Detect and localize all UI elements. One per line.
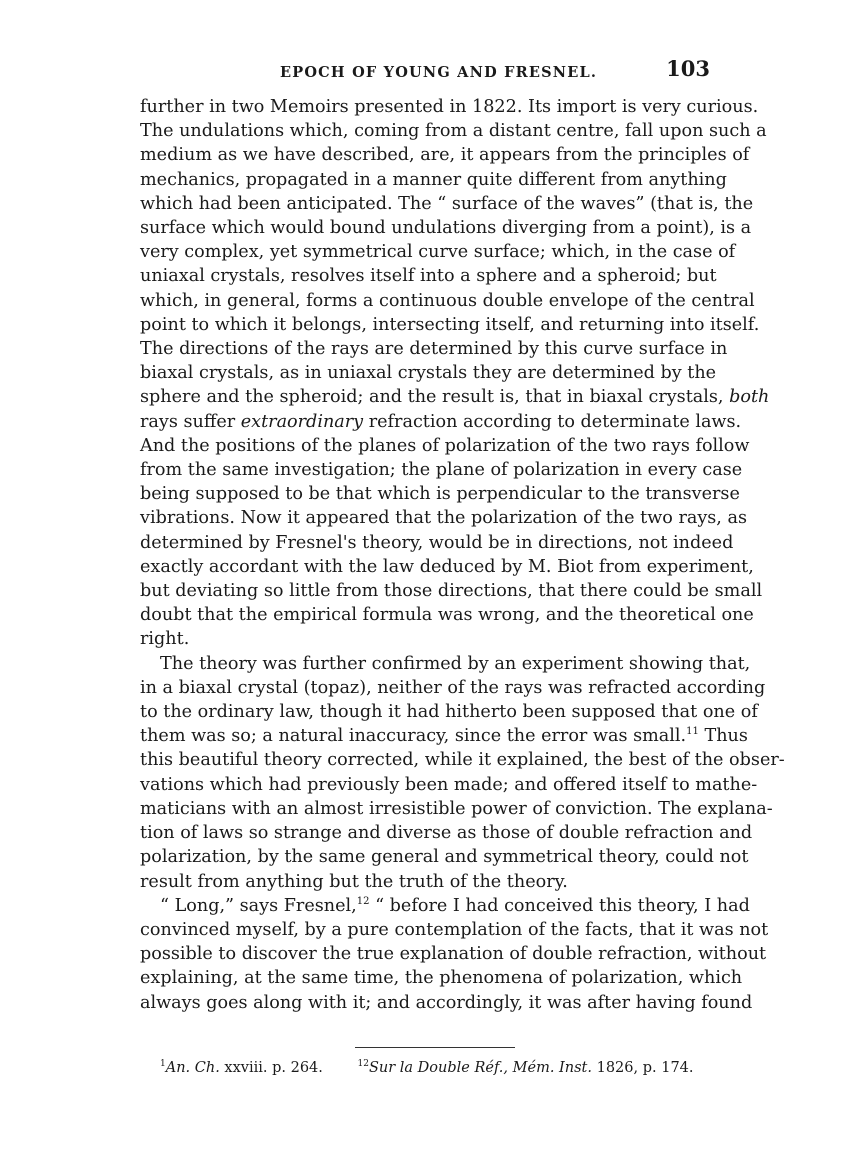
text-line: from the same investigation; the plane of polarization in every case [140,460,743,481]
text-line: being supposed to be that which is perpendicular to the transverse [140,484,740,505]
italic-word-both: both [729,387,770,408]
footnote-11 [160,1060,323,1076]
text-line: exactly accordant with the law deduced by M. Biot from experiment, [140,556,754,577]
running-title: EPOCH OF YOUNG AND FRESNEL. [280,64,598,81]
text-line: this beautiful theory corrected, while it explained, the best of the obser- [140,750,785,771]
text-line: right. [140,629,190,650]
footnote-mark: 12 [357,1059,369,1070]
text-line: uniaxal crystals, resolves itself into a sphere and a spheroid; but [140,266,717,287]
text-line: vibrations. Now it appeared that the polarization of the two rays, as [140,508,748,529]
footnote-source: Sur la Double Réf., Mém. Inst. [368,1060,592,1076]
text-line: doubt that the empirical formula was wrong, and the theoretical one [140,605,754,626]
text-fragment: “ before I had conceived this theory, I had [375,895,750,916]
text-line: further in two Memoirs presented in 1822. Its import is very curious. [140,97,759,117]
text-line: biaxal crystals, as in uniaxal crystals they are determined by the [140,363,717,384]
text-line: The theory was further confirmed by an experiment showing that, [160,653,751,674]
text-line: medium as we have described, are, it appears from the principles of [140,145,750,166]
text-line: very complex, yet symmetrical curve surface; which, in the case of [140,242,736,263]
text-fragment: refraction according to determinate laws. [368,411,742,432]
page-number: 103 [666,56,710,81]
footnote-citation: 1826, p. 174. [596,1060,694,1076]
italic-word-extraordinary: extraordinary [240,411,364,432]
text-line: polarization, by the same general and symmetrical theory, could not [140,847,749,868]
text-line: result from anything but the truth of the theory. [140,871,568,892]
footnote-divider [355,1047,515,1048]
text-fragment: rays suffer [140,411,236,432]
text-line: surface which would bound undulations diverging from a point), is a [140,218,752,239]
text-line: which, in general, forms a continuous double envelope of the central [140,290,755,311]
footnote-12 [358,1060,694,1076]
body-text [140,95,785,1015]
text-line: The undulations which, coming from a distant centre, fall upon such a [140,121,767,142]
text-fragment: “ Long,” says Fresnel, [160,895,357,916]
text-line: which had been anticipated. The “ surface of the waves” (that is, the [140,193,754,214]
text-line: always goes along with it; and accordingly, it was after having found [140,992,753,1013]
footnote-citation: xxviii. p. 264. [224,1060,323,1076]
text-line: mechanics, propagated in a manner quite different from anything [140,169,727,190]
text-line [140,894,750,918]
page-header [140,56,710,90]
text-line: point to which it belongs, intersecting itself, and returning into itself. [140,314,760,335]
text-line: convinced myself, by a pure contemplation of the facts, that it was not [140,919,769,940]
text-fragment: sphere and the spheroid; and the result is, that in biaxal crystals, [140,387,724,408]
text-line [140,724,748,748]
text-fragment: them was so; a natural inaccuracy, since the error was small. [140,726,687,747]
text-line: tion of laws so strange and diverse as those of double refraction and [140,823,753,844]
footnote-ref-11: 11 [686,726,699,738]
footnote-mark: 1 [160,1059,166,1070]
footnote-ref-12: 12 [356,895,370,907]
text-line: determined by Fresnel's theory, would be in directions, not indeed [140,532,734,553]
footnotes [160,1060,720,1076]
text-line: to the ordinary law, though it had hitherto been supposed that one of [140,702,758,723]
text-line: vations which had previously been made; and offered itself to mathe- [140,774,758,795]
text-line: The directions of the rays are determined by this curve surface in [140,339,728,360]
text-line: but deviating so little from those directions, that there could be small [140,581,763,602]
text-line [140,385,770,409]
text-line: explaining, at the same time, the phenomena of polarization, which [140,968,743,989]
footnote-source: An. Ch. [165,1060,220,1076]
text-line [140,410,742,434]
text-line: And the positions of the planes of polarization of the two rays follow [140,435,750,456]
text-fragment: Thus [704,726,748,747]
text-line: in a biaxal crystal (topaz), neither of the rays was refracted according [140,677,766,698]
text-line: possible to discover the true explanation of double refraction, without [140,944,767,965]
text-line: maticians with an almost irresistible power of conviction. The explana- [140,798,773,819]
